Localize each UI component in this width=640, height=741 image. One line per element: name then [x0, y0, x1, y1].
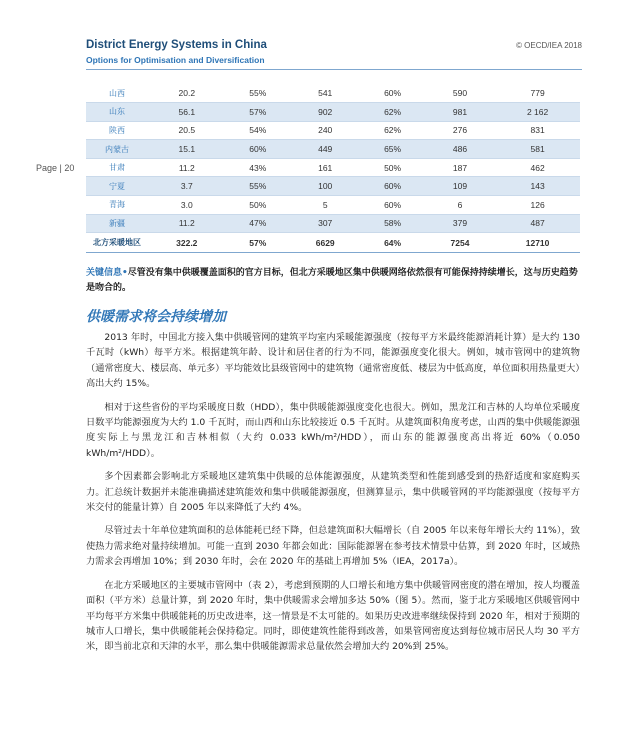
table-cell: 779: [495, 84, 580, 103]
table-cell: 57%: [226, 233, 290, 253]
table-cell: 590: [425, 84, 495, 103]
table-cell: 65%: [360, 140, 424, 159]
table-cell: 449: [290, 140, 360, 159]
table-cell: 462: [495, 158, 580, 177]
table-cell: 902: [290, 103, 360, 122]
key-info-label: 关键信息•: [86, 268, 128, 278]
key-info-text: 尽管没有集中供暖覆盖面积的官方目标，但北方采暖地区集中供暖网络依然很有可能保持持续增长，这与历史趋势是吻合的。: [86, 268, 578, 293]
table-cell: 126: [495, 196, 580, 215]
table-row: [86, 196, 580, 215]
table-cell: 307: [290, 214, 360, 233]
table-cell: 109: [425, 177, 495, 196]
header-subtitle: Options for Optimisation and Diversification: [86, 55, 265, 65]
table-cell: 56.1: [148, 103, 226, 122]
table-row: [86, 121, 580, 140]
table-cell: 161: [290, 158, 360, 177]
paragraph: 在北方采暖地区的主要城市管网中（表 2），考虑到预期的人口增长和地方集中供暖管网密度的潜在增加，按人均覆盖面积（平方米）总量计算，到 2020 年时，集中供暖需求会增加多达 50%（图 5）。然而，鉴于北方采暖地区供暖管网中平均每平方米集中供暖能耗的历史改进率，这一情景是不太可能的。如果历史改进率继续保持到 2020 年，相对于预期的城市人口增长，集中供暖能耗会保持稳定。同时，即使建筑性能得到改善，如果管网密度达到每位城市居民人均 30 平方米，即当前北京和天津的水平，那么集中供暖能源需求总量依然会增加大约 20%到 25%。: [86, 579, 580, 653]
cell-province: 青海: [86, 196, 148, 215]
table-cell: 541: [290, 84, 360, 103]
table-cell: 60%: [360, 196, 424, 215]
table-cell: 20.5: [148, 121, 226, 140]
table-row: [86, 84, 580, 103]
cell-province: 山东: [86, 103, 148, 122]
table-cell: 55%: [226, 84, 290, 103]
table-cell: 276: [425, 121, 495, 140]
key-info: [86, 266, 580, 296]
table-row: [86, 140, 580, 159]
table-cell: 54%: [226, 121, 290, 140]
table-row: [86, 158, 580, 177]
table-cell: 981: [425, 103, 495, 122]
table-cell: 2 162: [495, 103, 580, 122]
header-rule: [86, 69, 582, 70]
paragraph: 相对于这些省份的平均采暖度日数（HDD），集中供暖能源强度变化也很大。例如，黑龙江和吉林的人均单位采暖度日数平均能源强度为大约 1.0 千瓦时，而山西和山东比较接近 0.5 千瓦时。从建筑面积角度考虑，山西的集中供暖能源强度实际上与黑龙江和吉林相似（大约 0.033 kWh/m²/HDD），而山东的能源强度高出将近 60%（0.050 kWh/m²/HDD）。: [86, 401, 580, 459]
section-title: 供暖需求将会持续增加: [86, 309, 226, 325]
paragraph: 2013 年时，中国北方接入集中供暖管网的建筑平均室内采暖能源强度（按每平方米最终能源消耗计算）是大约 130 千瓦时（kWh）每平方米。根据建筑年龄、设计和居住者的行为不同，能源强度变化很大。例如，城市管网中的建筑物（通常密度大、楼层高、单元多）平均能效比县级管网中的建筑物（通常密度低、楼层为中低高度，单位面积用热量更大）高出大约 15%。: [86, 332, 580, 390]
table-cell: 60%: [360, 177, 424, 196]
body-text: [86, 330, 580, 663]
table-cell: 831: [495, 121, 580, 140]
table-row: [86, 214, 580, 233]
header-copyright: © OECD/IEA 2018: [516, 41, 582, 50]
table-cell: 187: [425, 158, 495, 177]
cell-province: 甘肃: [86, 158, 148, 177]
table-cell: 3.0: [148, 196, 226, 215]
table-cell: 11.2: [148, 158, 226, 177]
table-cell: 6: [425, 196, 495, 215]
table-cell: 58%: [360, 214, 424, 233]
table-cell: 6629: [290, 233, 360, 253]
cell-province: 新疆: [86, 214, 148, 233]
table-cell: 379: [425, 214, 495, 233]
table-cell: 50%: [226, 196, 290, 215]
table-cell: 47%: [226, 214, 290, 233]
table-row: [86, 177, 580, 196]
table-cell: 11.2: [148, 214, 226, 233]
table-cell: 12710: [495, 233, 580, 253]
page-number: Page | 20: [36, 163, 75, 173]
table-cell: 322.2: [148, 233, 226, 253]
table-cell: 62%: [360, 103, 424, 122]
data-table: [86, 84, 580, 253]
table-cell: 5: [290, 196, 360, 215]
table-cell: 581: [495, 140, 580, 159]
cell-province: 山西: [86, 84, 148, 103]
table-cell: 57%: [226, 103, 290, 122]
table-cell: 487: [495, 214, 580, 233]
table-cell: 7254: [425, 233, 495, 253]
table-cell: 60%: [226, 140, 290, 159]
table-total-row: [86, 233, 580, 253]
paragraph: 尽管过去十年单位建筑面积的总体能耗已经下降，但总建筑面积大幅增长（自 2005 年以来每年增长大约 11%），致使热力需求绝对量持续增加。可能一直到 2030 年都会如此：国际能源署在参考技术情景中估算，到 2020 年时，区域热力需求会再增加 10%；到 2030 年时，会在 2020 年的基础上再增加 5%（IEA，2017a）。: [86, 525, 580, 568]
table-cell: 50%: [360, 158, 424, 177]
cell-province: 内蒙古: [86, 140, 148, 159]
cell-province: 宁夏: [86, 177, 148, 196]
table-cell: 64%: [360, 233, 424, 253]
table-cell: 62%: [360, 121, 424, 140]
table-cell: 15.1: [148, 140, 226, 159]
header-title: District Energy Systems in China: [86, 39, 267, 51]
table-row: [86, 103, 580, 122]
table-cell: 55%: [226, 177, 290, 196]
table-cell: 20.2: [148, 84, 226, 103]
cell-province: 陕西: [86, 121, 148, 140]
table-cell: 486: [425, 140, 495, 159]
table-cell: 240: [290, 121, 360, 140]
paragraph: 多个因素都会影响北方采暖地区建筑集中供暖的总体能源强度，从建筑类型和性能到感受到的热舒适度和家庭购买力。汇总统计数据并未能准确描述建筑能效和集中供暖能源强度，但测算显示，集中供暖管网的平均能源强度（按每平方米交付的能量计算）自 2005 年以来降低了大约 4%。: [86, 471, 580, 514]
table-cell: 100: [290, 177, 360, 196]
cell-province-total: 北方采暖地区: [86, 233, 148, 253]
table-cell: 3.7: [148, 177, 226, 196]
table-cell: 143: [495, 177, 580, 196]
table-cell: 60%: [360, 84, 424, 103]
table-cell: 43%: [226, 158, 290, 177]
